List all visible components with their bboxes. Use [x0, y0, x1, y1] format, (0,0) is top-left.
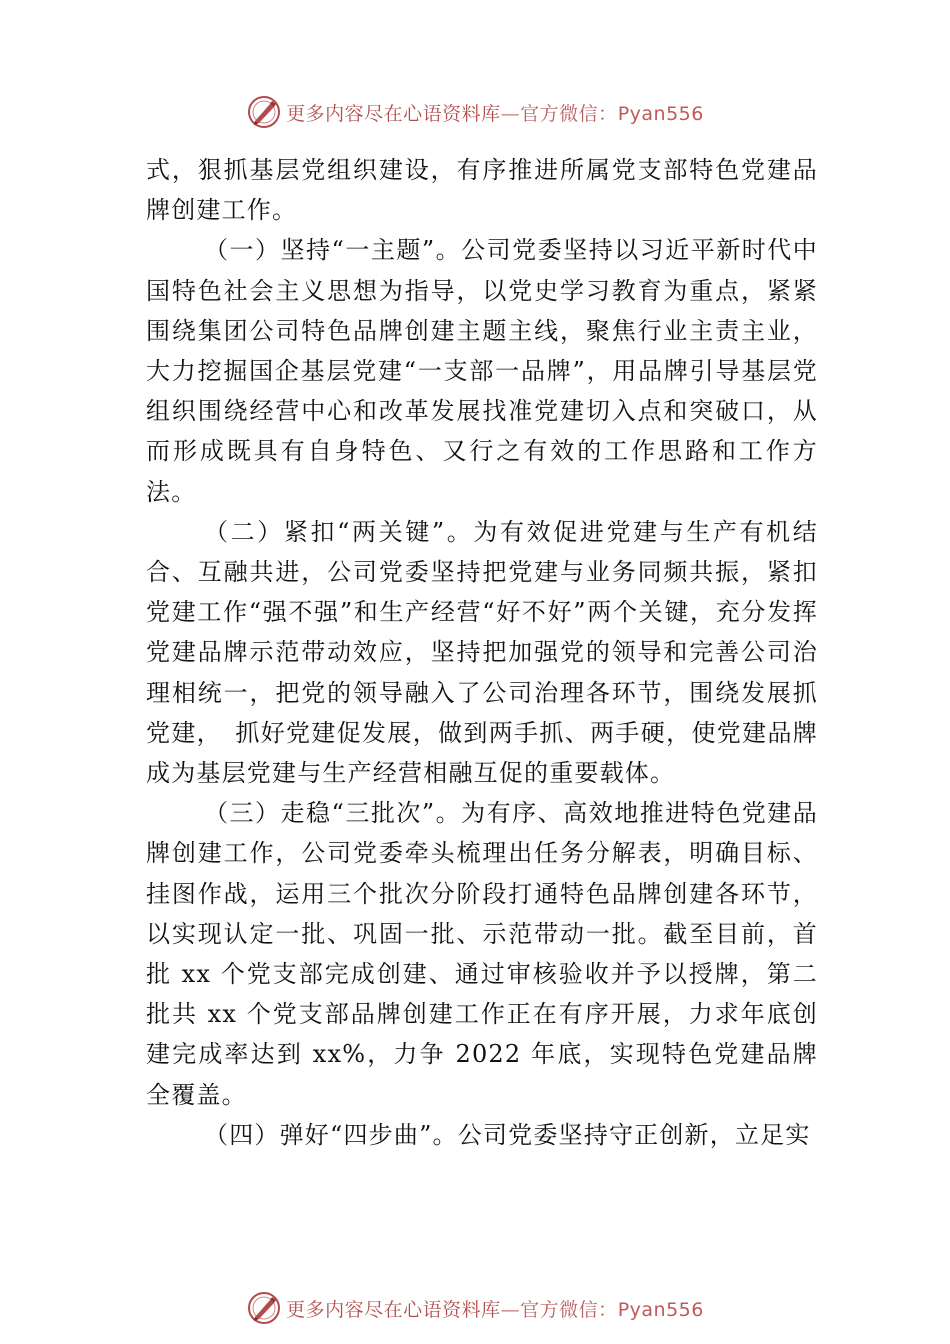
document-body	[146, 150, 818, 1155]
pen-logo-icon	[246, 94, 282, 130]
pen-logo-icon	[246, 1290, 282, 1326]
paragraph-section-four: （四）弹好“四步曲”。公司党委坚持守正创新，立足实	[204, 1120, 811, 1149]
paragraph-section-one: （一）坚持“一主题”。公司党委坚持以习近平新时代中国特色社会主义思想为指导，以党史学习教育为重点，紧紧围绕集团公司特色品牌创建主题主线，聚焦行业主责主业，大力挖掘国企基层党建“一支部一品牌”，用品牌引导基层党组织围绕经营中心和改革发展找准党建切入点和突破口，从而形成既具有自身特色、又行之有效的工作思路和工作方法。	[146, 236, 818, 506]
header-watermark-banner	[0, 92, 950, 132]
footer-watermark-banner	[0, 1288, 950, 1328]
header-watermark-text: 更多内容尽在心语资料库—官方微信：Pyan556	[286, 102, 704, 125]
footer-watermark-text: 更多内容尽在心语资料库—官方微信：Pyan556	[286, 1298, 704, 1321]
paragraph-section-two: （二）紧扣“两关键”。为有效促进党建与生产有机结合、互融共进，公司党委坚持把党建与业务同频共振，紧扣党建工作“强不强”和生产经营“好不好”两个关键，充分发挥党建品牌示范带动效应，坚持把加强党的领导和完善公司治理相统一，把党的领导融入了公司治理各环节，围绕发展抓党建， 抓好党建促发展，做到两手抓、两手硬，使党建品牌成为基层党建与生产经营相融互促的重要载体。	[146, 517, 818, 788]
paragraph-section-three: （三）走稳“三批次”。为有序、高效地推进特色党建品牌创建工作，公司党委牵头梳理出任务分解表，明确目标、挂图作战，运用三个批次分阶段打通特色品牌创建各环节，以实现认定一批、巩固一批、示范带动一批。截至目前，首批 xx 个党支部完成创建、通过审核验收并予以授牌，第二批共 xx 个党支部品牌创建工作正在有序开展，力求年底创建完成率达到 xx%，力争 2022 年底，实现特色党建品牌全覆盖。	[146, 799, 818, 1109]
paragraph-continuation: 式，狠抓基层党组织建设，有序推进所属党支部特色党建品牌创建工作。	[146, 156, 818, 225]
